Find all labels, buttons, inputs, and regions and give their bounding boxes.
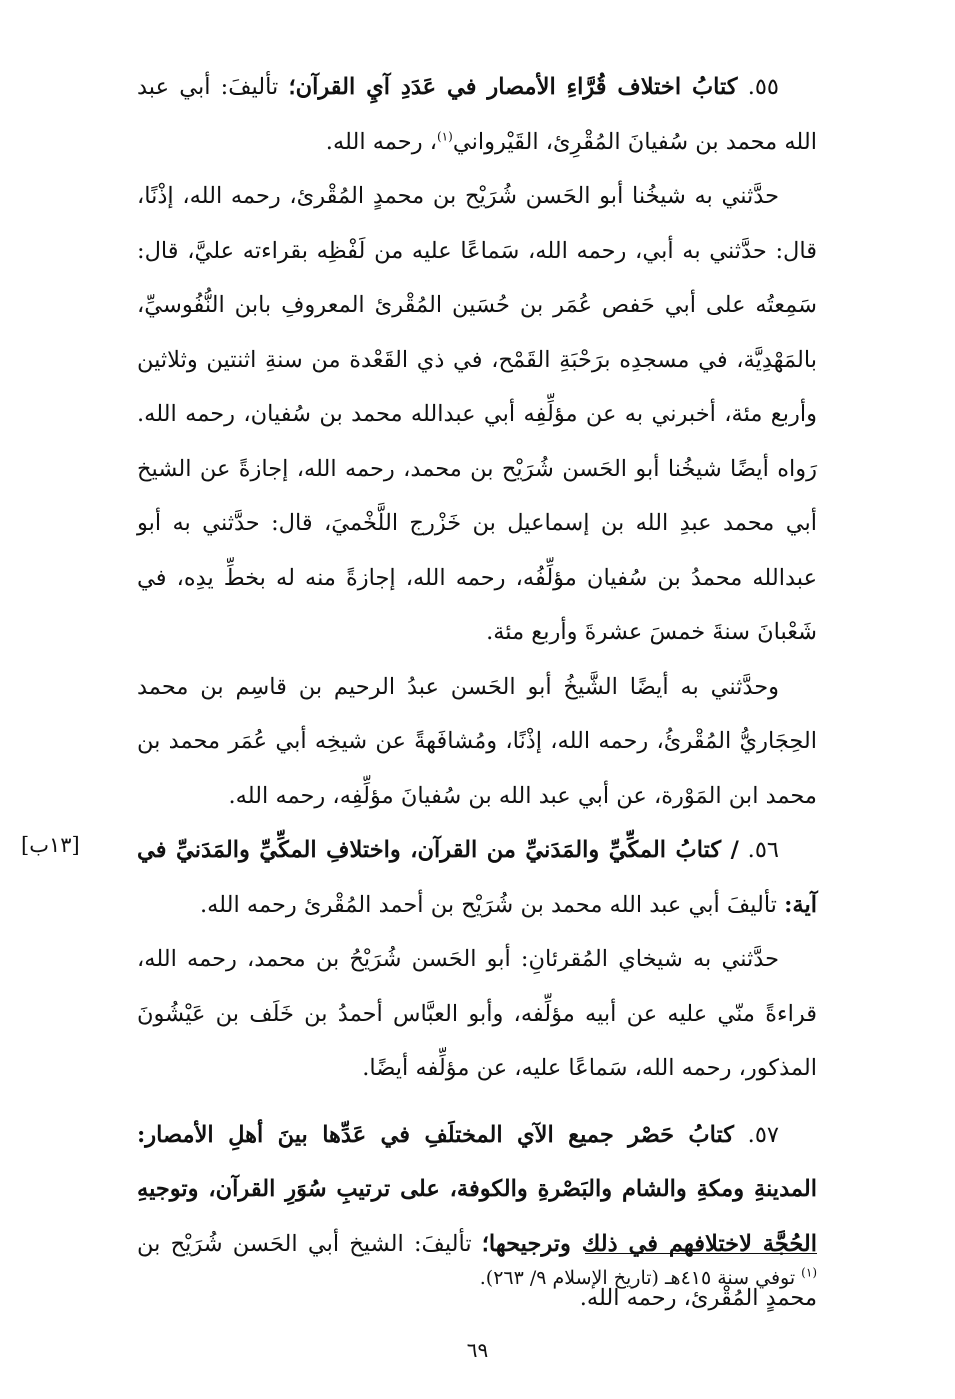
entry-56	[21, 823, 817, 932]
entry-number: ٥٧.	[747, 1121, 779, 1148]
book-title: / كتابُ المكِّيِّ والمَدَنيِّ من القرآن، واختلافِ المكِّيِّ والمَدَنيِّ في آية:	[137, 837, 817, 918]
footnote-marker: (١)	[436, 129, 453, 143]
footnote	[137, 1264, 817, 1292]
author-line-end: ، رحمه الله.	[325, 128, 437, 155]
entry-55-paragraph: حدَّثني به شيخُنا أبو الحَسن شُرَيْح بن محمدٍ المُقْرئ، رحمه الله، إذْنًا، قال: حدَّثني به أبي، رحمه الله، سَماعًا عليه من لَفْظِه بقراءته عليَّ، قال: سَمِعتُه على أبي حَفص عُمَر بن حُسَين المُقْرئ المعروفِ بابن النُّفُوسيِّ، بالمَهْدِيَّة، في مسجدِه برَحْبَةِ القَمْح، في ذي القَعْدة من سنةِ اثنتين وثلاثين وأربع مئة، أخبرني به عن مؤلِّفِه أبي عبدالله محمد بن سُفيان، رحمه الله. رَواه أيضًا شيخُنا أبو الحَسن شُرَيْح بن محمد، رحمه الله، إجازةً عن الشيخ أبي محمد عبدِ الله بن إسماعيل بن خَزْرج اللَّخْميَ، قال: حدَّثني به أبو عبدالله محمدُ بن سُفيان مؤلِّفُه، رحمه الله، إجازةً منه له بخطِّ يدِه، في شَعْبانَ سنةَ خمسَ عشرةَ وأربع مئة.	[137, 183, 817, 645]
page-number: ٦٩	[466, 1338, 489, 1362]
page-body	[21, 60, 817, 1326]
author-line: تأليفَ: الشيخ أبي الحَسن شُرَيْح بن محمدٍ المُقْرئ، رحمه الله.	[137, 1230, 817, 1311]
book-title: كتابُ اختلاف قُرَّاءِ الأمصار في عَدَدِ آيِ القرآن؛	[288, 74, 738, 100]
entry-number: ٥٦.	[747, 837, 779, 863]
author-line: تأليفَ أبي عبد الله محمد بن شُرَيْح بن أحمد المُقْرئ رحمه الله.	[199, 891, 785, 918]
entry-55-heading	[137, 60, 817, 169]
footnote-text: توفي سنة ٤١٥هـ (تاريخ الإسلام ٩/ ٢٦٣).	[479, 1267, 802, 1289]
entry-number: ٥٥.	[747, 74, 780, 100]
footnote-marker: (١)	[801, 1265, 817, 1280]
book-title: كتابُ حَصْر جميع الآي المختلَفِ في عَدِّها بينَ أهلِ الأمصار: المدينةِ ومكةِ والشام والبَصْرةِ والكوفة، على ترتيبِ سُوَرِ القرآن، وتوجيهِ الحُجَّة لاختلافهم في ذلك وترجيحها؛	[137, 1121, 817, 1257]
entry-56-paragraph: حدَّثني به شيخاي المُقرئانِ: أبو الحَسن شُرَيْحُ بن محمد، رحمه الله، قراءةً منّي عليه عن أبيه مؤلِّفه، وأبو العبَّاس أحمدُ بن خَلَف بن عَيْشُونَ المذكور، رحمه الله، سَماعًا عليه، عن مؤلِّفه أيضًا.	[137, 946, 817, 1081]
entry-56-heading	[137, 823, 817, 932]
entry-55-paragraph: وحدَّثني به أيضًا الشَّيخُ أبو الحَسن عبدُ الرحيم بن قاسِم بن محمد الحِجَاريُّ المُقْرئُ، رحمه الله، إذْنًا، ومُشافَهةً عن شيخِه أبي عُمَر محمد بن محمد ابن المَوْرة، عن أبي عبد الله بن سُفيانَ مؤلِّفِه، رحمه الله.	[137, 673, 817, 809]
margin-folio-ref: [١٣ب]	[21, 833, 80, 857]
entry-57-heading	[137, 1108, 817, 1326]
footnote-separator	[585, 1253, 817, 1254]
author-line: تأليفَ: أبي عبد الله محمد بن سُفيانَ المُقْرِئ، القَيْرواني	[137, 74, 817, 155]
